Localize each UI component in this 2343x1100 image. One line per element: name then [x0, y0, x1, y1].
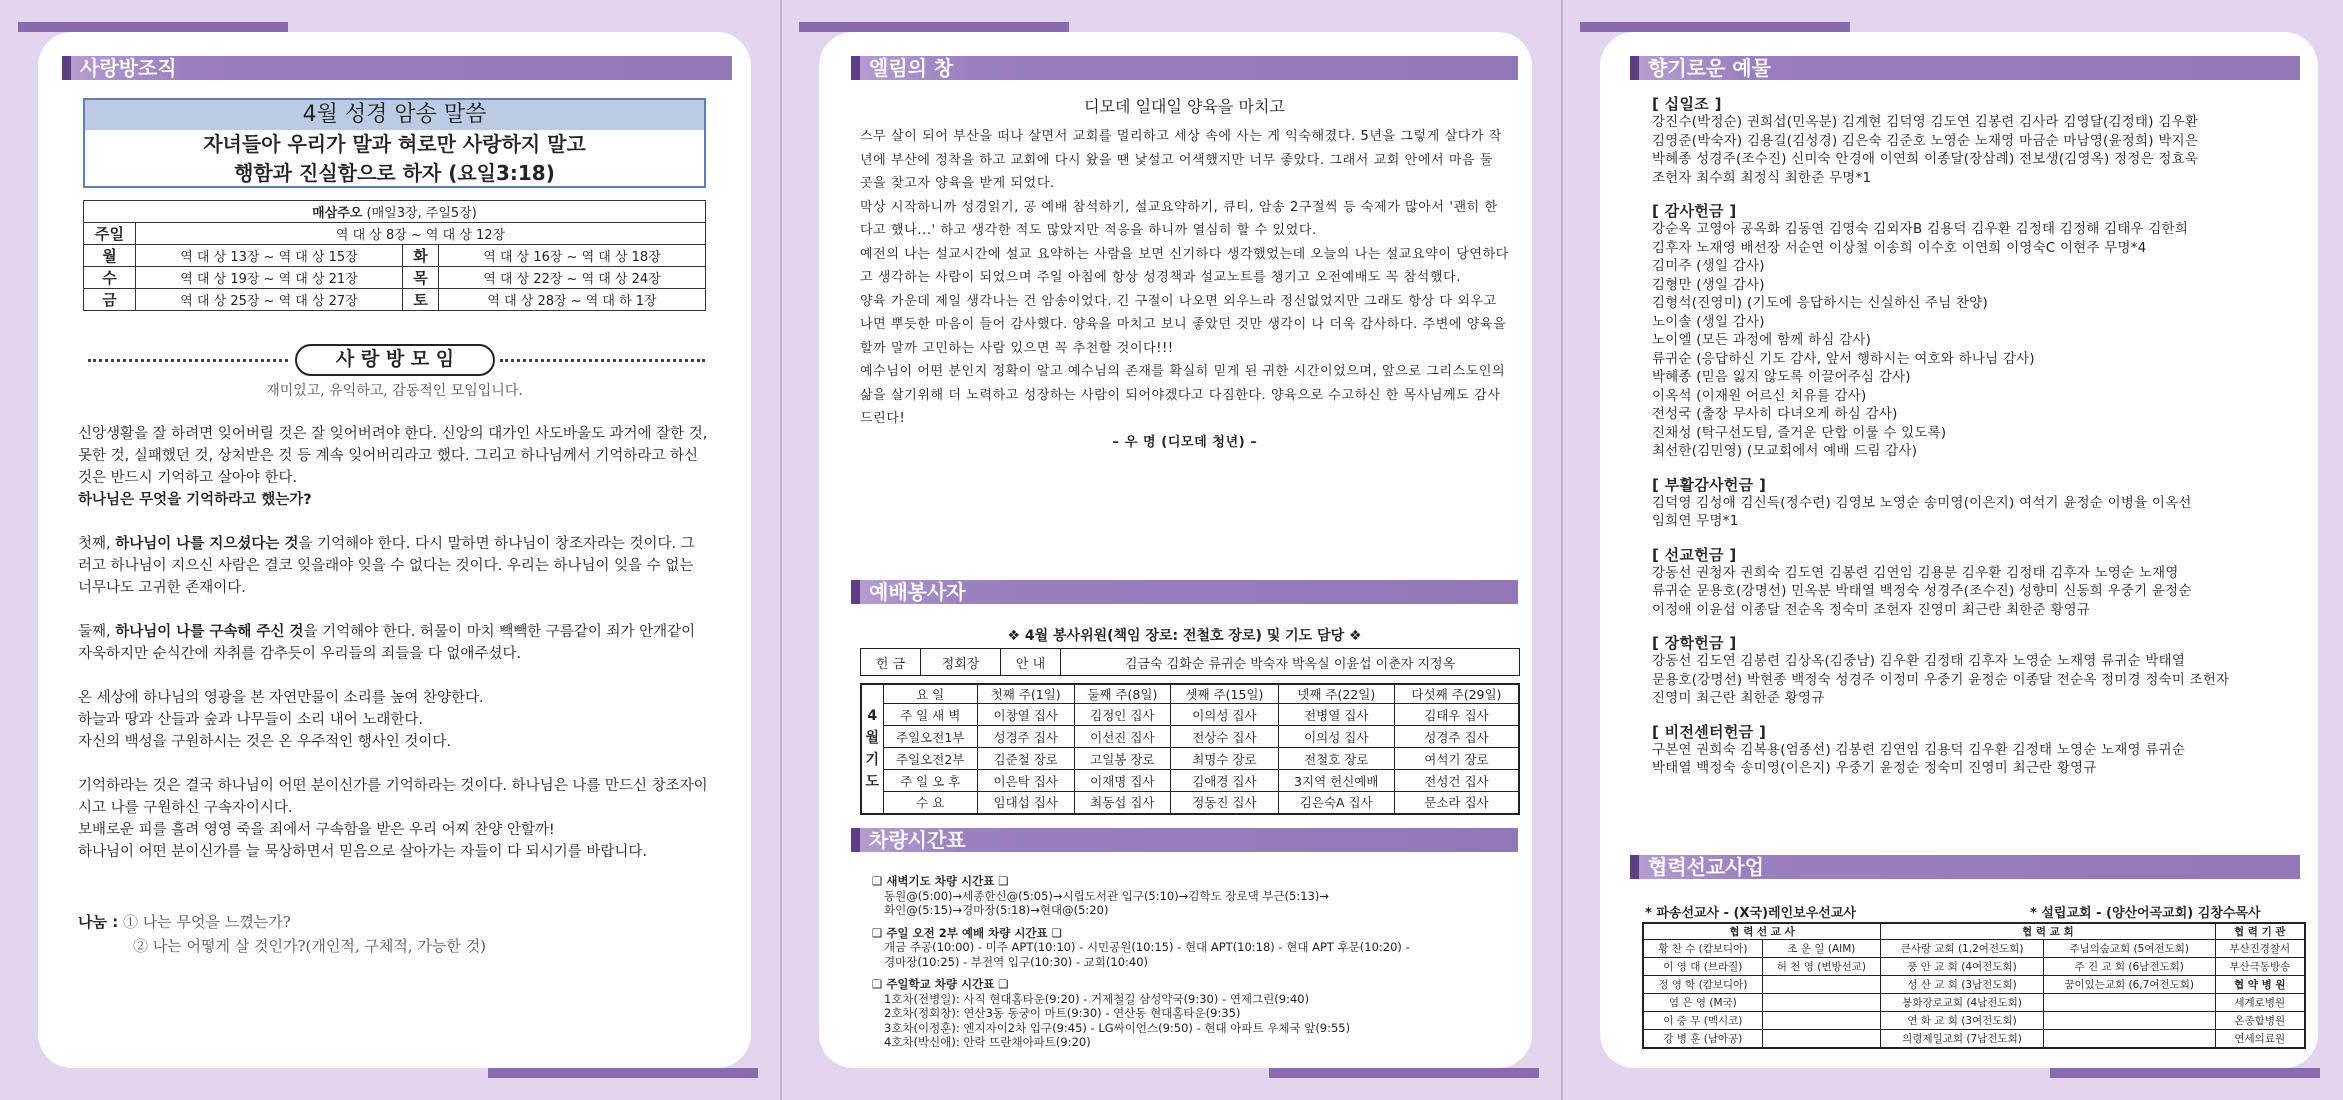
mission-cell: 세계로병원 [2215, 994, 2305, 1012]
grid-cell: 3지역 헌신예배 [1278, 770, 1394, 792]
reading-range: 역 대 상 25장 ~ 역 대 상 27장 [136, 289, 403, 311]
grid-header: 셋째 주(15일) [1171, 684, 1278, 704]
day-label: 목 [403, 267, 439, 289]
body-text: 첫째, [78, 536, 116, 552]
mission-cell: 주님의숲교회 (5여전도회) [2043, 940, 2215, 958]
grid-cell: 여석기 장로 [1394, 748, 1519, 770]
body-text: 둘째, [78, 624, 116, 640]
day-label: 월 [84, 245, 136, 267]
day-label: 화 [403, 245, 439, 267]
day-label: 금 [84, 289, 136, 311]
offering-line: 노이엘 (모든 과정에 함께 하심 감사) [1652, 333, 1872, 348]
grid-cell: 전병열 집사 [1278, 704, 1394, 726]
grid-cell: 성경주 집사 [1394, 726, 1519, 748]
mission-cell: 꿈이있는교회 (6,7여전도회) [2043, 976, 2215, 994]
mission-cell: 큰사랑 교회 (1,2여전도회) [1881, 940, 2044, 958]
verse-line-2: 행함과 진실함으로 하자 (요일3:18) [234, 161, 555, 185]
section-header-offerings: 향기로운 예물 [1630, 56, 2300, 80]
section-header-mission: 협력선교사업 [1630, 855, 2300, 879]
grid-cell: 김은숙A 집사 [1278, 792, 1394, 814]
offering-line: 박혜종 (믿음 잃지 않도록 이끌어주심 감사) [1652, 370, 1911, 385]
body-text: 을 기억해야 한다. 다시 말하면 하나님이 창조자라는 것이다. 그러고 하나님이 지으신 사람은 결코 잊을래야 잊을 수 없다는 것이다. 우리는 하나님이 잊을 수 없는 너무나도 고귀한 존재이다. [78, 536, 695, 596]
offering-line: 강동선 김도연 김봉련 김상옥(김중남) 김우환 김정태 김후자 노영순 노재영 류귀순 박태열 [1652, 654, 2186, 669]
mission-cell: 봉화장로교회 (4남전도회) [1881, 994, 2044, 1012]
meeting-title: 사 랑 방 모 임 [295, 344, 495, 376]
grid-cell: 전상수 집사 [1171, 726, 1278, 748]
offering-line: 최선한(김민영) (모교회에서 예배 드림 감사) [1652, 444, 1918, 459]
grid-cell: 이창열 집사 [977, 704, 1074, 726]
section-header-elim: 엘림의 창 [851, 56, 1518, 80]
mission-cell: 염 은 영 (M국) [1643, 994, 1762, 1012]
reading-range: 역 대 상 13장 ~ 역 대 상 15장 [136, 245, 403, 267]
share-question-2: ② 나는 어떻게 살 것인가?(개인적, 구체적, 가능한 것) [133, 937, 486, 955]
body-text: 을 기억해야 한다. 허물이 마치 빽빽한 구름같이 죄가 안개같이 자욱하지만 순식간에 자취를 감추듯이 우리들의 죄들을 다 없애주셨다. [78, 624, 696, 662]
grid-header: 넷째 주(22일) [1278, 684, 1394, 704]
grid-cell: 김준철 장로 [977, 748, 1074, 770]
mission-cell [1762, 976, 1881, 994]
mission-cell [2043, 994, 2215, 1012]
offering-section-title: [ 장학헌금 ] [1652, 634, 1737, 652]
offering-line: 김형만 (생일 감사) [1652, 277, 1765, 293]
service-role-label: 헌 금 [861, 649, 921, 676]
article-paragraph: 막상 시작하니까 성경읽기, 공 예배 참석하기, 설교요약하기, 큐티, 암송 2구절씩 등 숙제가 많아서 '괜히 한다고 했나...' 하고 생각한 적도 많았지만 적응을 하니까 열심히 할 수 있었다. [860, 199, 1498, 238]
bus-route-line: 화인@(5:15)→경마장(5:18)→현대@(5:20) [884, 903, 1109, 917]
mission-header: 협 력 선 교 사 [1643, 923, 1881, 940]
reading-title: 매삼주오 [312, 206, 363, 221]
mission-cell: 연 화 교 회 (3여전도회) [1881, 1012, 2044, 1030]
verse-box [83, 98, 706, 188]
bus-route-line: 4호차(박신애): 안락 뜨란채아파트(9:20) [884, 1035, 1091, 1049]
bus-route-line: 2호차(정회창): 연산3동 동궁이 마트(9:30) - 연산동 현대홈타운(9:35) [884, 1006, 1241, 1020]
grid-cell: 이은탁 집사 [977, 770, 1074, 792]
grid-cell: 김태우 집사 [1394, 704, 1519, 726]
body-paragraph [78, 533, 708, 599]
meeting-body [78, 423, 708, 863]
grid-cell: 최동섭 집사 [1074, 792, 1171, 814]
decor-bar [799, 22, 1069, 32]
bible-reading-table [83, 200, 706, 311]
reading-range: 역 대 상 28장 ~ 역 대 하 1장 [439, 289, 706, 311]
grid-cell: 고일봉 장로 [1074, 748, 1171, 770]
verse-title: 4월 성경 암송 말씀 [85, 100, 704, 130]
bus-route-line: 경마장(10:25) - 부전역 입구(10:30) - 교회(10:40) [884, 954, 1149, 969]
mission-cell [1762, 994, 1881, 1012]
grid-header: 둘째 주(8일) [1074, 684, 1171, 704]
bus-route-line: 1호차(전병일): 사직 현대홈타운(9:20) - 거제철길 삼성약국(9:30) - 연제그린(9:40) [884, 991, 1310, 1006]
mission-cell: 온종합병원 [2215, 1012, 2305, 1030]
mission-cell: 풍 안 교 회 (4여전도회) [1881, 958, 2044, 976]
reading-subtitle: (매일3장, 주일5장) [362, 206, 477, 221]
section-header-sarangbang: 사랑방조직 [62, 56, 732, 80]
mission-cell [1762, 1012, 1881, 1030]
body-line: 온 세상에 하나님의 영광을 본 자연만물이 소리를 높여 찬양한다. [78, 690, 484, 706]
body-emphasis: 하나님이 나를 구속해 주신 것 [115, 624, 304, 640]
mission-cell [2043, 1012, 2215, 1030]
offering-line: 강진수(박정순) 권희섭(민옥분) 김계현 김덕영 김도연 김봉련 김사라 김영달(김정태) 김우환 [1652, 115, 2199, 130]
mission-cell: 부산진경찰서 [2215, 940, 2305, 958]
offering-section-title: [ 십일조 ] [1652, 95, 1722, 113]
service-role-names: 김금숙 김화순 류귀순 박숙자 박옥실 이윤섭 이춘자 지정옥 [1061, 649, 1520, 676]
mission-header: 협 력 기 관 [2215, 923, 2305, 940]
mission-cell: 성 산 교 회 (3남전도회) [1881, 976, 2044, 994]
grid-cell: 이재명 집사 [1074, 770, 1171, 792]
grid-header: 요 일 [883, 684, 977, 704]
grid-row-label: 주일오전2부 [883, 748, 977, 770]
missionary-sent: * 파송선교사 - (X국)레인보우선교사 [1645, 906, 1856, 921]
bus-route-line: 개금 주공(10:00) - 미주 APT(10:10) - 시민공원(10:15) - 현대 APT(10:18) - 현대 APT 후문(10:20) - [884, 940, 1410, 954]
offering-line: 김덕영 김성애 김신득(정수련) 김영보 노영순 송미영(이은지) 여석기 윤정순 이병율 이옥선 [1652, 495, 2192, 511]
mission-cell: 주 진 교 회 (6남전도회) [2043, 958, 2215, 976]
article-paragraph: 예전의 나는 설교시간에 설교 요약하는 사람을 보면 신기하다 생각했었는데 오늘의 나는 설교요약이 당연하다고 생각하는 사람이 되었으며 주일 아침에 항상 성경책과 설교노트를 챙기고 오전예배도 꼭 참석했다. [860, 246, 1509, 285]
bus-route-line: 동원@(5:00)→세종한신@(5:05)→시립도서관 입구(5:10)→김학도 장로댁 부근(5:13)→ [884, 888, 1329, 903]
grid-cell: 정동진 집사 [1171, 792, 1278, 814]
offering-line: 박혜종 성경주(조수진) 신미숙 안경애 이연희 이종달(장삼례) 전보생(김영옥) 정정은 정효욱 [1652, 152, 2199, 167]
body-line: 하나님이 어떤 분이신가를 늘 묵상하면서 믿음으로 살아가는 자들이 다 되시기를 바랍니다. [78, 844, 647, 860]
mission-partners-table [1642, 922, 2306, 1049]
offering-line: 이옥석 (이재원 어르신 치유를 감사) [1652, 388, 1867, 404]
dotted-rule-left [88, 359, 288, 362]
offering-section-title: [ 선교헌금 ] [1652, 545, 1737, 564]
grid-cell: 이선진 집사 [1074, 726, 1171, 748]
offering-line: 임희연 무명*1 [1652, 514, 1739, 529]
decor-bar [2050, 1068, 2320, 1078]
share-section [78, 910, 708, 958]
mission-cell [2043, 1030, 2215, 1048]
page-divider [780, 0, 782, 1100]
bus-schedule-title: ❑ 주일 오전 2부 예배 차량 시간표 ❑ [872, 925, 1062, 940]
article-paragraph: 예수님이 어떤 분인지 정확이 알고 예수님의 존재를 확실히 믿게 된 귀한 시간이었으며, 앞으로 그리스도인의 삶을 살기위해 더 노력하고 성장하는 사람이 되어야겠다고 다짐한다. 양육으로 수고하신 한 목사님께도 감사드린다! [860, 364, 1506, 426]
meeting-subtitle: 재미있고, 유익하고, 감동적인 모임입니다. [266, 383, 523, 399]
bus-route-line: 3호차(이정훈): 엔지자이2차 입구(9:45) - LG싸이언스(9:50) - 현대 아파트 우체국 앞(9:55) [884, 1020, 1351, 1035]
grid-cell: 문소라 집사 [1394, 792, 1519, 814]
offering-line: 조헌자 최수희 최정식 최한준 무명*1 [1652, 170, 1872, 186]
offering-line: 구본연 권희숙 김복용(엄종선) 김봉련 김연임 김용덕 김우환 김정태 노영순 노재영 류귀순 [1652, 742, 2186, 758]
section-header-worship-servers: 예배봉사자 [851, 580, 1518, 604]
body-paragraph [78, 621, 708, 665]
day-label: 주일 [84, 223, 136, 245]
offering-line: 김미주 (생일 감사) [1652, 259, 1765, 274]
article-paragraph: 스무 살이 되어 부산을 떠나 살면서 교회를 멀리하고 세상 속에 사는 게 익숙해졌다. 5년을 그렇게 살다가 작년에 부산에 정착을 하고 교회에 다시 왔을 땐 낯설고 어색했지만 너무 좋았다. 그래서 교회 안에서 마음 둘 곳을 찾고자 양육을 받게 되었다. [860, 129, 1502, 191]
article-title: 디모데 일대일 양육을 마치고 [1084, 97, 1285, 116]
grid-cell: 임대섭 집사 [977, 792, 1074, 814]
grid-row-label: 주일오전1부 [883, 726, 977, 748]
decor-bar [1580, 22, 1850, 32]
mission-header: 협 약 병 원 [2215, 976, 2305, 994]
offering-line: 김영준(박숙자) 김용길(김성경) 김은숙 김준호 노영순 노재영 마금순 마남영(윤정희) 박지은 [1652, 133, 2199, 149]
mission-cell: 이 영 대 (브라질) [1643, 958, 1762, 976]
decor-bar [1269, 1068, 1539, 1078]
grid-header: 첫째 주(1일) [977, 684, 1074, 704]
mission-header: 협 력 교 회 [1881, 923, 2215, 940]
month-label: 4 월 기 도 [861, 684, 883, 814]
reading-range: 역 대 상 8장 ~ 역 대 상 12장 [136, 223, 706, 245]
decor-bar [18, 22, 288, 32]
body-paragraph: 기억하라는 것은 결국 하나님이 어떤 분이신가를 기억하라는 것이다. 하나님은 나를 만드신 창조자이시고 나를 구원하신 구속자이시다. [78, 778, 708, 816]
grid-cell: 최명수 장로 [1171, 748, 1278, 770]
service-role-name: 정회장 [921, 649, 1001, 676]
bus-schedule [872, 874, 1512, 1050]
offering-section-title: [ 감사헌금 ] [1652, 202, 1737, 220]
body-emphasis: 하나님이 나를 지으셨다는 것 [115, 536, 299, 552]
dotted-rule-right [500, 359, 705, 362]
page-divider [1561, 0, 1563, 1100]
service-title: ❖ 4월 봉사위원(책임 장로: 전철호 장로) 및 기도 담당 ❖ [1007, 628, 1362, 644]
grid-cell: 성경주 집사 [977, 726, 1074, 748]
offering-section-title: [ 부활감사헌금 ] [1652, 475, 1767, 494]
offering-line: 노이솔 (생일 감사) [1652, 314, 1765, 330]
offering-line: 김형석(진영미) (기도에 응답하시는 신실하신 주님 찬양) [1652, 296, 1989, 311]
body-paragraph: 신앙생활을 잘 하려면 잊어버릴 것은 잘 잊어버려야 한다. 신앙의 대가인 사도바울도 과거에 잘한 것, 못한 것, 실패했던 것, 상처받은 것 등 계속 잊어버리라고 했다. 그리고 하나님께서 기억하라고 하신 것은 반드시 기억하고 살아야 한다. [78, 426, 708, 486]
church-planted: * 설립교회 - (양산어곡교회) 김창수목사 [2030, 906, 2261, 921]
verse-line-1: 자녀들아 우리가 말과 혀로만 사랑하지 말고 [203, 132, 586, 156]
offering-line: 진영미 최근란 최한준 황영규 [1652, 691, 1825, 706]
mission-cell: 조 운 일 (AIM) [1762, 940, 1881, 958]
grid-cell: 김정인 집사 [1074, 704, 1171, 726]
prayer-schedule-table [860, 683, 1520, 815]
body-line: 자신의 백성을 구원하시는 것은 온 우주적인 행사인 것이다. [78, 734, 452, 750]
mission-cell [1762, 1030, 1881, 1048]
reading-range: 역 대 상 22장 ~ 역 대 상 24장 [439, 267, 706, 289]
section-header-bus-schedule: 차량시간표 [851, 828, 1518, 852]
body-question: 하나님은 무엇을 기억하라고 했는가? [78, 492, 312, 508]
mission-cell: 정 영 학 (캄보디아) [1643, 976, 1762, 994]
offering-line: 강순옥 고영아 공옥화 김동연 김영숙 김외자B 김용덕 김우환 김정태 김정해 김태우 김한희 [1652, 222, 2189, 237]
share-label: 나눔 : [78, 913, 119, 931]
offering-line: 박태열 백정숙 송미영(이은지) 우중기 윤정순 정숙미 진영미 최근란 황영규 [1652, 761, 2097, 776]
offering-line: 류귀순 문용호(강명선) 민옥분 박태열 백정숙 성경주(조수진) 성향미 신동희 우중기 윤정순 [1652, 584, 2192, 599]
mission-cell: 강 병 훈 (남아공) [1643, 1030, 1762, 1048]
grid-cell: 김애경 집사 [1171, 770, 1278, 792]
body-line: 하늘과 땅과 산들과 숲과 나무들이 소리 내어 노래한다. [78, 712, 424, 728]
bus-schedule-title: ❑ 주일학교 차량 시간표 ❑ [872, 977, 1009, 991]
grid-row-label: 주 일 새 벽 [883, 704, 977, 726]
article-paragraph: 양육 가운데 제일 생각나는 건 암송이었다. 긴 구절이 나오면 외우느라 정신없었지만 그래도 항상 다 외우고 나면 뿌듯한 마음이 들어 감사했다. 양육을 마치고 보니 좋았던 것만 생각이 나 더욱 감사하다. 주변에 양육을 할까 말까 고민하는 사람 있으면 꼭 추천할 것이다!!! [860, 293, 1507, 356]
offering-line: 강동선 권청자 권희숙 김도연 김봉련 김연임 김용분 김우환 김정태 김후자 노영순 노재영 [1652, 565, 2179, 581]
grid-cell: 이의성 집사 [1171, 704, 1278, 726]
article-body [860, 125, 1510, 454]
decor-bar [488, 1068, 758, 1078]
offering-line: 진채성 (탁구선도팀, 즐거운 단합 이룰 수 있도록) [1652, 425, 1947, 441]
mission-cell: 허 천 영 (변방선교) [1762, 958, 1881, 976]
grid-header: 다섯째 주(29일) [1394, 684, 1519, 704]
offering-line: 문용호(강명선) 박현종 백정숙 성경주 이정미 우중기 윤정순 이종달 전순옥 정미경 정숙미 조헌자 [1652, 672, 2230, 688]
mission-cell: 황 찬 수 (캄보디아) [1643, 940, 1762, 958]
bus-schedule-title: ❑ 새벽기도 차량 시간표 ❑ [872, 874, 1009, 888]
offering-line: 전성국 (출장 무사히 다녀오게 하심 감사) [1652, 407, 1898, 422]
offering-section-title: [ 비전센터헌금 ] [1652, 722, 1767, 741]
offering-line: 김후자 노재영 배선장 서순연 이상철 이송희 이수호 이연희 이영숙C 이현주 무명*4 [1652, 240, 2147, 256]
service-role-label: 안 내 [1001, 649, 1061, 676]
grid-row-label: 수 요 [883, 792, 977, 814]
grid-row-label: 주 일 오 후 [883, 770, 977, 792]
day-label: 토 [403, 289, 439, 311]
offering-line: 이정애 이윤섭 이종달 전순옥 정숙미 조헌자 진영미 최근란 최한준 황영규 [1652, 602, 2091, 618]
reading-range: 역 대 상 16장 ~ 역 대 상 18장 [439, 245, 706, 267]
article-signature: – 우 명 (디모데 청년) – [1112, 434, 1258, 450]
day-label: 수 [84, 267, 136, 289]
share-question-1: ① 나는 무엇을 느꼈는가? [122, 913, 291, 931]
grid-cell: 전성건 집사 [1394, 770, 1519, 792]
mission-cell: 연세의료원 [2215, 1030, 2305, 1048]
mission-cell: 부산극동방송 [2215, 958, 2305, 976]
grid-cell: 전철호 장로 [1278, 748, 1394, 770]
offerings-list [1652, 94, 2307, 779]
service-top-table [860, 648, 1520, 676]
body-line: 보배로운 피를 흘려 영영 죽을 죄에서 구속함을 받은 우리 어찌 찬양 안할까! [78, 822, 555, 838]
offering-line: 류귀순 (응답하신 기도 감사, 앞서 행하시는 여호와 하나님 감사) [1652, 351, 2035, 367]
grid-cell: 이의성 집사 [1278, 726, 1394, 748]
mission-cell: 의령제일교회 (7남전도회) [1881, 1030, 2044, 1048]
mission-cell: 이 중 무 (멕시코) [1643, 1012, 1762, 1030]
reading-range: 역 대 상 19장 ~ 역 대 상 21장 [136, 267, 403, 289]
